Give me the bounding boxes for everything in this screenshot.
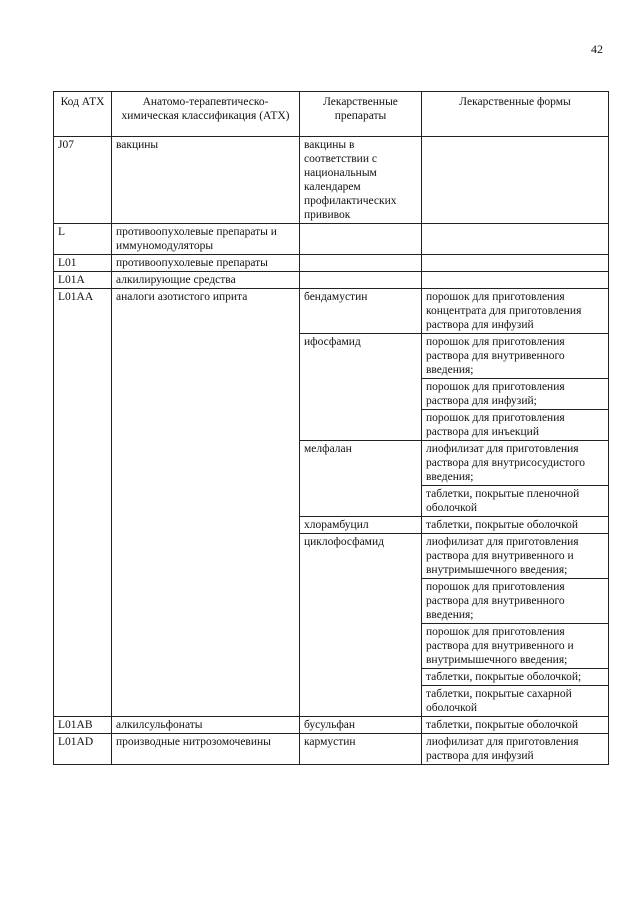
table-row: [54, 137, 609, 224]
table-row: [54, 255, 609, 272]
header-drugs: Лекарственные препараты: [300, 92, 422, 137]
dosage-form-cell: порошок для приготовления раствора для инфузий;: [422, 379, 609, 410]
drug-cell: циклофосфамид: [300, 534, 422, 717]
dosage-form-cell: лиофилизат для приготовления раствора для инфузий: [422, 734, 609, 765]
atc-code-cell: L: [54, 224, 112, 255]
dosage-form-cell: порошок для приготовления раствора для внутривенного введения;: [422, 334, 609, 379]
dosage-form-cell: порошок для приготовления раствора для внутривенного и внутримышечного введения;: [422, 624, 609, 669]
dosage-form-cell: таблетки, покрытые оболочкой: [422, 717, 609, 734]
header-atc-classification: Анатомо-терапевтическо-химическая классификация (АТХ): [112, 92, 300, 137]
dosage-form-cell: [422, 255, 609, 272]
table-row: [54, 717, 609, 734]
page-number: 42: [591, 42, 603, 56]
atc-code-cell: L01AD: [54, 734, 112, 765]
classification-cell: производные нитрозомочевины: [112, 734, 300, 765]
classification-cell: алкилирующие средства: [112, 272, 300, 289]
drug-cell: [300, 224, 422, 255]
table-row: [54, 224, 609, 255]
drug-cell: вакцины в соответствии с национальным календарем профилактических прививок: [300, 137, 422, 224]
dosage-form-cell: [422, 137, 609, 224]
dosage-form-cell: [422, 272, 609, 289]
dosage-form-cell: таблетки, покрытые сахарной оболочкой: [422, 686, 609, 717]
dosage-form-cell: лиофилизат для приготовления раствора для внутрисосудистого введения;: [422, 441, 609, 486]
drug-cell: мелфалан: [300, 441, 422, 517]
dosage-form-cell: лиофилизат для приготовления раствора для внутривенного и внутримышечного введения;: [422, 534, 609, 579]
classification-cell: противоопухолевые препараты: [112, 255, 300, 272]
drug-cell: хлорамбуцил: [300, 517, 422, 534]
header-dosage-forms: Лекарственные формы: [422, 92, 609, 137]
table-header-row: [54, 92, 609, 137]
header-atc-code: Код АТХ: [54, 92, 112, 137]
classification-cell: аналоги азотистого иприта: [112, 289, 300, 717]
table-row: [54, 734, 609, 765]
classification-cell: противоопухолевые препараты и иммуномодуляторы: [112, 224, 300, 255]
drug-cell: кармустин: [300, 734, 422, 765]
atc-code-cell: J07: [54, 137, 112, 224]
drug-cell: бусульфан: [300, 717, 422, 734]
table-row: [54, 289, 609, 334]
atc-drug-table: [53, 91, 609, 765]
classification-cell: вакцины: [112, 137, 300, 224]
drug-cell: бендамустин: [300, 289, 422, 334]
dosage-form-cell: таблетки, покрытые оболочкой;: [422, 669, 609, 686]
classification-cell: алкилсульфонаты: [112, 717, 300, 734]
dosage-form-cell: порошок для приготовления концентрата для приготовления раствора для инфузий: [422, 289, 609, 334]
dosage-form-cell: порошок для приготовления раствора для инъекций: [422, 410, 609, 441]
atc-code-cell: L01AB: [54, 717, 112, 734]
atc-code-cell: L01AA: [54, 289, 112, 717]
dosage-form-cell: таблетки, покрытые оболочкой: [422, 517, 609, 534]
drug-cell: [300, 255, 422, 272]
atc-code-cell: L01: [54, 255, 112, 272]
drug-cell: ифосфамид: [300, 334, 422, 441]
atc-code-cell: L01A: [54, 272, 112, 289]
dosage-form-cell: [422, 224, 609, 255]
dosage-form-cell: таблетки, покрытые пленочной оболочкой: [422, 486, 609, 517]
table-row: [54, 272, 609, 289]
dosage-form-cell: порошок для приготовления раствора для внутривенного введения;: [422, 579, 609, 624]
drug-cell: [300, 272, 422, 289]
